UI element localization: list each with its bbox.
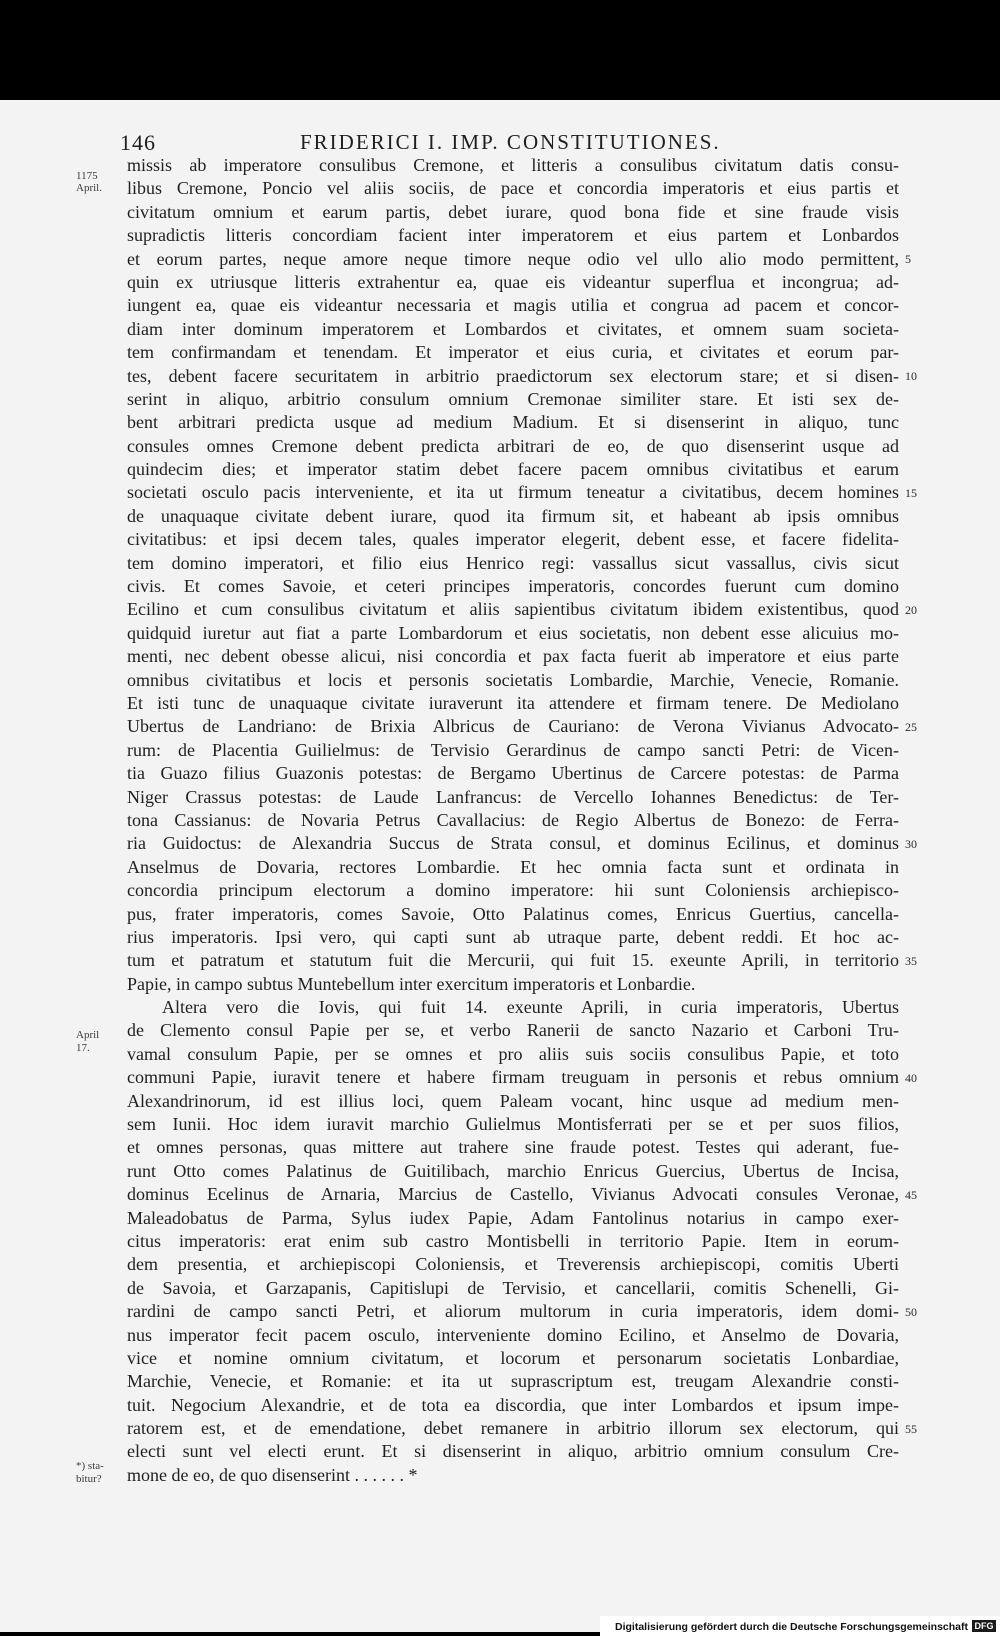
text-line-content: supradictis litteris concordiam facient inter imperatorem et eius partem et Lonbardos xyxy=(127,225,899,246)
text-line-content: pus, frater imperatoris, comes Savoie, Otto Palatinus comes, Enricus Guertius, cancella- xyxy=(127,903,899,924)
text-line xyxy=(127,1066,899,1089)
line-number: 45 xyxy=(905,1187,917,1202)
text-line-content: de Savoia, et Garzapanis, Capitislupi de Tervisio, et cancellarii, comitis Schenelli, Gi- xyxy=(127,1277,899,1298)
text-line-content: de unaquaque civitate debent iurare, quod ita firmum sit, et habeant ab ipsis omnibus xyxy=(127,505,899,526)
text-line xyxy=(127,622,899,645)
text-line-content: de Clemento consul Papie per se, et verbo Ranerii de sancto Nazario et Carboni Tru- xyxy=(127,1020,899,1041)
text-line-content: iungent ea, quae eis videantur necessaria et magis utilia et congrua ad pacem et concor- xyxy=(127,295,899,316)
text-line xyxy=(127,973,899,996)
text-line-content: runt Otto comes Palatinus de Guitilibach, marchio Enricus Guercius, Ubertus de Incisa, xyxy=(127,1160,899,1181)
text-line-content: rius imperatoris. Ipsi vero, qui capti sunt ab utraque parte, debent reddi. Et hoc ac- xyxy=(127,926,899,947)
text-line-content: omnibus civitatibus et locis et personis societatis Lombardie, Marchie, Venecie, Romanie. xyxy=(127,669,899,690)
text-line xyxy=(127,341,899,364)
text-line-content: libus Cremone, Poncio vel aliis sociis, de pace et concordia imperatoris et eius partis et xyxy=(127,178,899,199)
text-line-content: nus imperator fecit pacem osculo, interveniente domino Ecilino, et Anselmo de Dovaria, xyxy=(127,1324,899,1345)
margin-month: April. xyxy=(76,182,102,194)
text-line xyxy=(127,1113,899,1136)
text-line xyxy=(127,1043,899,1066)
text-line-content: communi Papie, iuravit tenere et habere firmam treuguam in personis et rebus omnium xyxy=(127,1067,899,1088)
text-line xyxy=(127,1253,899,1276)
text-line xyxy=(127,1090,899,1113)
line-number: 35 xyxy=(905,953,917,968)
text-line-content: consules omnes Cremone debent predicta arbitrari de eo, de quo disenserint usque ad xyxy=(127,435,899,456)
text-line xyxy=(127,1207,899,1230)
text-line xyxy=(127,271,899,294)
margin-month-2: April xyxy=(76,1029,100,1041)
text-line-content: sem Iunii. Hoc idem iuravit marchio Gulielmus Montisferrati per se et per suos filios, xyxy=(127,1114,899,1135)
line-number: 15 xyxy=(905,485,917,500)
text-line xyxy=(127,1417,899,1440)
text-line xyxy=(127,1136,899,1159)
text-line xyxy=(127,154,899,177)
body-text xyxy=(127,154,899,1487)
text-line-content: vamal consulum Papie, per se omnes et pro aliis suis sociis consulibus Papie, et toto xyxy=(127,1043,899,1064)
text-line-content: tia Guazo filius Guazonis potestas: de Bergamo Ubertinus de Carcere potestas: de Parma xyxy=(127,763,899,784)
text-line-content: Anselmus de Dovaria, rectores Lombardie. Et hec omnia facta sunt et ordinata in xyxy=(127,856,899,877)
text-line xyxy=(127,1347,899,1370)
dfg-logo: DFG xyxy=(972,1620,996,1632)
footer-bar xyxy=(600,1616,1000,1636)
text-line-content: Marchie, Venecie, et Romanie: et ita ut suprascriptum est, treugam Alexandrie consti- xyxy=(127,1371,899,1392)
footnote-mark: *) sta- xyxy=(76,1460,104,1472)
margin-year: 1175 xyxy=(76,170,98,182)
text-line xyxy=(127,435,899,458)
text-line-content: Altera vero die Iovis, qui fuit 14. exeunte Aprili, in curia imperatoris, Ubertus xyxy=(162,997,899,1018)
text-line-content: et eorum partes, neque amore neque timore neque odio vel ullo alio modo permittent, xyxy=(127,248,899,269)
text-line xyxy=(127,1440,899,1463)
text-line xyxy=(127,201,899,224)
text-line-content: civitatibus: et ipsi decem tales, quales imperator elegerit, debent esse, et facere fidelita- xyxy=(127,529,899,550)
text-line-content: quidquid iuretur aut fiat a parte Lombardorum et eius societatis, non debent esse alicuius mo- xyxy=(127,622,899,643)
text-line xyxy=(127,856,899,879)
text-line-content: quin ex utriusque litteris extrahentur ea, quae eis videantur superflua et incongrua; ad- xyxy=(127,271,899,292)
text-line xyxy=(127,248,899,271)
line-number: 20 xyxy=(905,602,917,617)
text-line xyxy=(127,832,899,855)
line-number: 55 xyxy=(905,1421,917,1436)
text-line xyxy=(127,809,899,832)
text-line-content: menti, nec debent obesse alicui, nisi concordia et pax facta fuerit ab imperatore et eius parte xyxy=(127,646,899,667)
text-line xyxy=(127,1370,899,1393)
footnote-word: bitur? xyxy=(76,1473,102,1485)
text-line xyxy=(127,318,899,341)
text-line xyxy=(127,1324,899,1347)
text-line xyxy=(127,1464,899,1487)
text-line xyxy=(127,926,899,949)
text-line xyxy=(127,598,899,621)
text-line xyxy=(127,715,899,738)
text-line-content: missis ab imperatore consulibus Cremone, et litteris a consulibus civitatum datis consu- xyxy=(127,155,899,175)
text-line-content: ria Guidoctus: de Alexandria Succus de Strata consul, et dominus Ecilinus, et dominus xyxy=(127,833,899,854)
text-line-content: diam inter dominum imperatorem et Lombardos et civitates, et omnem suam societa- xyxy=(127,318,899,339)
line-number: 30 xyxy=(905,836,917,851)
text-line-content: tem domino imperatori, et filio eius Henrico regi: vassallus sicut vassallus, civis sicut xyxy=(127,552,899,573)
margin-day: 17. xyxy=(76,1042,90,1054)
text-line xyxy=(127,575,899,598)
line-number: 25 xyxy=(905,719,917,734)
page-number: 146 xyxy=(120,130,156,155)
text-line-content: Et isti tunc de unaquaque civitate iuraverunt ita attendere et firmam tenere. De Mediolano xyxy=(127,692,899,713)
text-line xyxy=(127,762,899,785)
text-line-content: Ecilino et cum consulibus civitatum et aliis sapientibus civitatum ibidem existentibus, quod xyxy=(127,599,899,620)
text-line xyxy=(127,739,899,762)
text-line-content: rum: de Placentia Guilielmus: de Tervisio Gerardinus de campo sancti Petri: de Vicen- xyxy=(127,739,899,760)
text-line-content: societati osculo pacis interveniente, et ita ut firmum teneatur a civitatibus, decem homines xyxy=(127,482,899,503)
text-line xyxy=(127,1277,899,1300)
text-line-content: Papie, in campo subtus Muntebellum inter exercitum imperatoris et Lonbardie. xyxy=(127,973,696,994)
text-line-content: concordia principum electorum a domino imperatore: hii sunt Coloniensis archiepisco- xyxy=(127,880,899,901)
running-title: FRIDERICI I. IMP. CONSTITUTIONES. xyxy=(300,130,721,154)
text-line xyxy=(127,481,899,504)
text-line xyxy=(127,879,899,902)
text-line-content: citus imperatoris: erat enim sub castro Montisbelli in territorio Papie. Item in eorum- xyxy=(127,1230,899,1251)
text-line xyxy=(127,294,899,317)
text-line-content: Ubertus de Landriano: de Brixia Albricus de Cauriano: de Verona Vivianus Advocato- xyxy=(127,716,899,737)
text-line-content: Niger Crassus potestas: de Laude Lanfrancus: de Vercello Iohannes Benedictus: de Ter- xyxy=(127,786,899,807)
text-line xyxy=(127,365,899,388)
text-line xyxy=(127,645,899,668)
text-line xyxy=(127,411,899,434)
text-line-content: et omnes personas, quas mittere aut trahere sine fraude potest. Testes qui aderant, fue- xyxy=(127,1137,899,1158)
text-line-content: mone de eo, de quo disenserint . . . . . . * xyxy=(127,1464,418,1485)
line-number: 50 xyxy=(905,1304,917,1319)
text-line xyxy=(127,996,899,1019)
text-line-content: tuit. Negocium Alexandrie, et de tota ea discordia, que inter Lombardos et ipsum impe- xyxy=(127,1394,899,1415)
text-line-content: civitatum omnium et earum partis, debet iurare, quod bona fide et sine fraude visis xyxy=(127,201,899,222)
text-line-content: dominus Ecelinus de Arnaria, Marcius de Castello, Vivianus Advocati consules Veronae, xyxy=(127,1184,899,1205)
text-line xyxy=(127,1300,899,1323)
text-line xyxy=(127,505,899,528)
text-line-content: electi sunt vel electi erunt. Et si disenserint in aliquo, arbitrio omnium consulum Cre- xyxy=(127,1441,899,1462)
text-line xyxy=(127,669,899,692)
text-line xyxy=(127,528,899,551)
text-line xyxy=(127,903,899,926)
text-line xyxy=(127,949,899,972)
line-number: 5 xyxy=(905,251,911,266)
line-number: 40 xyxy=(905,1070,917,1085)
text-line xyxy=(127,1394,899,1417)
text-line-content: civis. Et comes Savoie, et ceteri principes imperatoris, concordes fuerunt cum domino xyxy=(127,576,899,597)
text-line-content: bent arbitrari predicta usque ad medium Madium. Et si disenserint in aliquo, tunc xyxy=(127,412,899,433)
text-line-content: tem confirmandam et tenendam. Et imperator et eius curia, et civitates et eorum par- xyxy=(127,342,899,363)
text-line-content: vice et nomine omnium civitatum, et locorum et personarum societatis Lonbardiae, xyxy=(127,1347,899,1368)
text-line-content: Alexandrinorum, id est illius loci, quem Paleam vocant, hinc usque ad medium men- xyxy=(127,1090,899,1111)
text-line xyxy=(127,388,899,411)
text-line xyxy=(127,224,899,247)
text-line-content: tes, debent facere securitatem in arbitrio praedictorum sex electorum stare; et si disen- xyxy=(127,365,899,386)
text-line xyxy=(127,786,899,809)
text-line xyxy=(127,1230,899,1253)
text-line xyxy=(127,1183,899,1206)
line-number: 10 xyxy=(905,368,917,383)
text-line-content: tum et patratum et statutum fuit die Mercurii, qui fuit 15. exeunte Aprili, in territorio xyxy=(127,950,899,971)
text-line xyxy=(127,1019,899,1042)
text-line-content: serint in aliquo, arbitrio consulum omnium Cremonae similiter stare. Et isti sex de- xyxy=(127,388,899,409)
funding-note: Digitalisierung gefördert durch die Deutsche Forschungsgemeinschaft xyxy=(615,1621,968,1633)
document-page xyxy=(0,100,1000,1632)
text-line xyxy=(127,692,899,715)
text-line-content: tona Cassianus: de Novaria Petrus Cavallacius: de Regio Albertus de Bonezo: de Ferra- xyxy=(127,809,899,830)
text-line-content: quindecim dies; et imperator statim debet facere pacem omnibus civitatibus et earum xyxy=(127,459,899,480)
text-line xyxy=(127,177,899,200)
text-line-content: Maleadobatus de Parma, Sylus iudex Papie, Adam Fantolinus notarius in campo exer- xyxy=(127,1207,899,1228)
text-line-content: dem presentia, et archiepiscopi Coloniensis, et Treverensis archiepiscopi, comitis Uberti xyxy=(127,1254,899,1275)
text-line-content: rardini de campo sancti Petri, et aliorum multorum in curia imperatoris, idem domi- xyxy=(127,1301,899,1322)
text-line xyxy=(127,458,899,481)
text-line xyxy=(127,552,899,575)
text-line-content: ratorem est, et de emendatione, debet remanere in arbitrio illorum sex electorum, qui xyxy=(127,1418,899,1439)
text-line xyxy=(127,1160,899,1183)
